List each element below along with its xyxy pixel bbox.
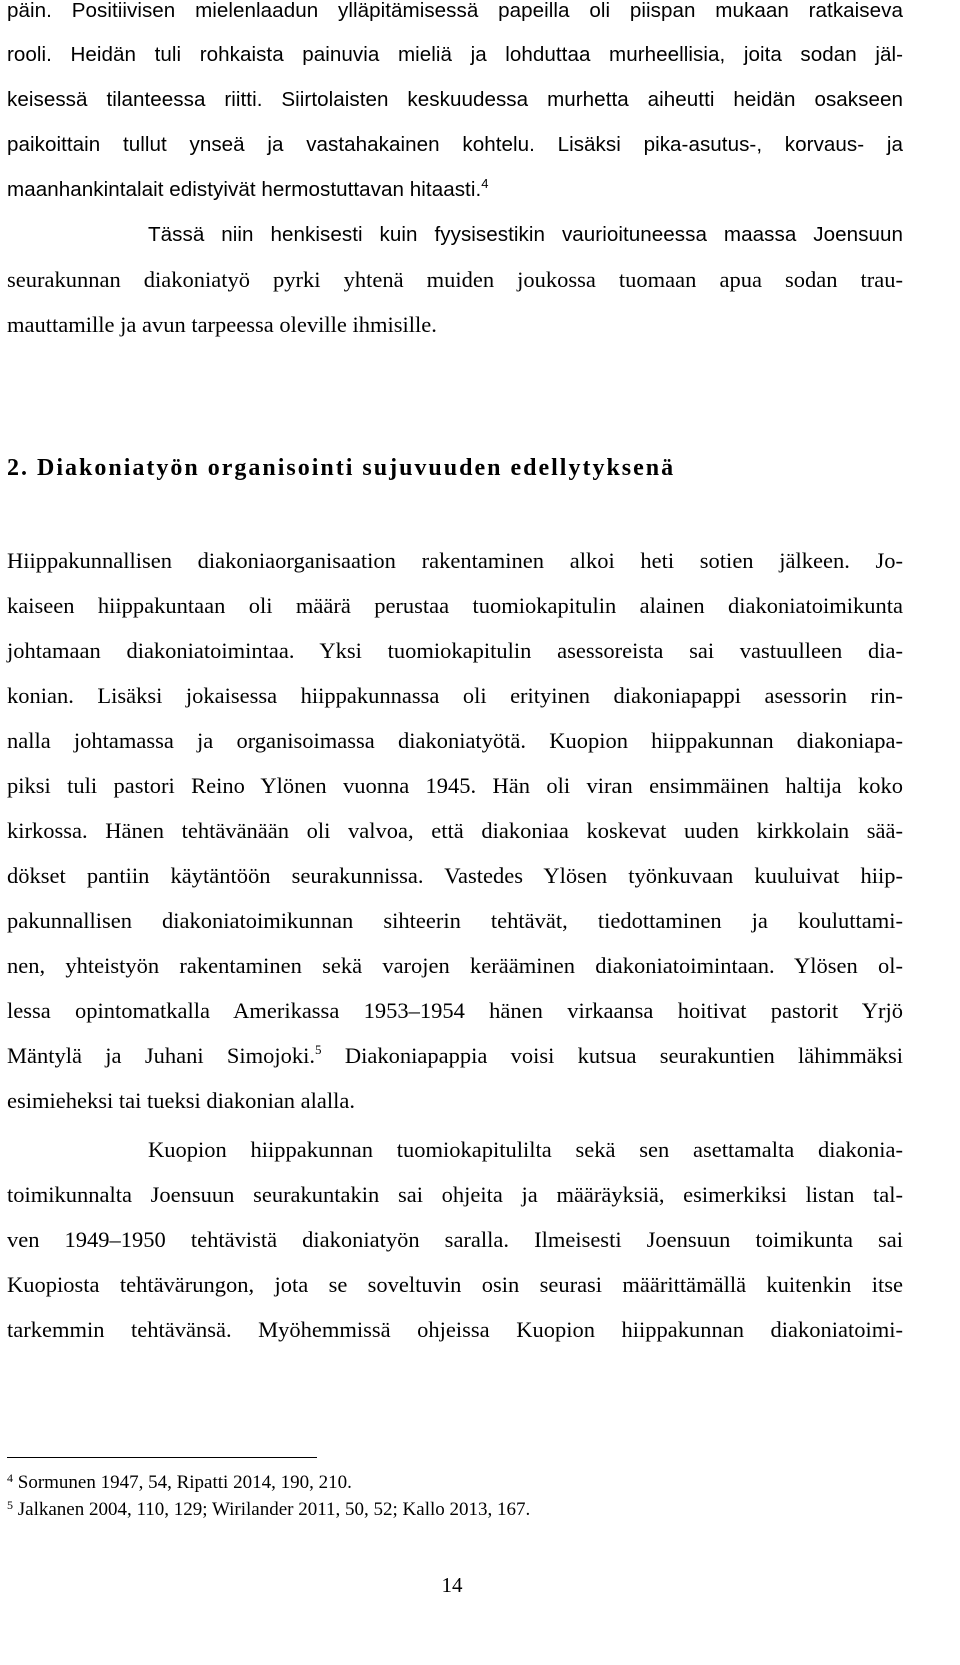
footnote (7, 1470, 352, 1496)
text-span: Mäntylä ja Juhani Simojoki. (7, 1043, 316, 1068)
text-line: tarkemmin tehtävänsä. Myöhemmissä ohjeissa Kuopion hiippakunnan diakoniatoimi- (7, 1317, 903, 1342)
text-span: maanhankintalait edistyivät hermostuttavan hitaasti. (7, 178, 482, 201)
footnote-text: Sormunen 1947, 54, Ripatti 2014, 190, 210. (17, 1472, 352, 1493)
text-line: seurakunnan diakoniatyö pyrki yhtenä muiden joukossa tuomaan apua sodan trau- (7, 267, 903, 292)
text-line: Tässä niin henkisesti kuin fyysisestikin vaurioituneessa maassa Joensuun (148, 223, 903, 246)
text-line: keisessä tilanteessa riitti. Siirtolaisten keskuudessa murhetta aiheutti heidän osakseen (7, 88, 903, 111)
text-line: Kuopion hiippakunnan tuomiokapitulilta sekä sen asettamalta diakonia- (148, 1137, 903, 1162)
text-line (7, 175, 903, 205)
text-line: kirkossa. Hänen tehtävänään oli valvoa, että diakoniaa koskevat uuden kirkkolain sää- (7, 818, 903, 843)
section-heading: 2. Diakoniatyön organisointi sujuvuuden edellytyksenä (7, 455, 676, 481)
text-line: toimikunnalta Joensuun seurakuntakin sai ohjeita ja määräyksiä, esimerkiksi listan tal- (7, 1182, 903, 1207)
text-line: Hiippakunnallisen diakoniaorganisaation rakentaminen alkoi heti sotien jälkeen. Jo- (7, 548, 903, 573)
text-line: päin. Positiivisen mielenlaadun ylläpitämisessä papeilla oli piispan mukaan ratkaiseva (7, 0, 903, 22)
text-span: Diakoniapappia voisi kutsua seurakuntien lähimmäksi (321, 1043, 903, 1068)
text-line: mauttamille ja avun tarpeessa oleville ihmisille. (7, 312, 437, 337)
text-line: nen, yhteistyön rakentaminen sekä varojen kerääminen diakoniatoimintaan. Ylösen ol- (7, 953, 903, 978)
text-line: rooli. Heidän tuli rohkaista painuvia mieliä ja lohduttaa murheellisia, joita sodan jäl- (7, 43, 903, 66)
footnote-divider (7, 1457, 317, 1458)
text-line: nalla johtamassa ja organisoimassa diakoniatyötä. Kuopion hiippakunnan diakoniapa- (7, 728, 903, 753)
page-number: 14 (441, 1573, 463, 1597)
footnote-ref[interactable]: 5 (315, 1042, 322, 1057)
text-line (7, 1041, 903, 1071)
footnote-text: Jalkanen 2004, 110, 129; Wirilander 2011, 50, 52; Kallo 2013, 167. (17, 1499, 531, 1520)
text-line: pakunnallisen diakoniatoimikunnan sihteerin tehtävät, tiedottaminen ja kouluttami- (7, 908, 903, 933)
footnote-number: 4 (7, 1471, 13, 1485)
text-line: konian. Lisäksi jokaisessa hiippakunnassa oli erityinen diakoniapappi asessorin rin- (7, 683, 903, 708)
text-line: ven 1949–1950 tehtävistä diakoniatyön saralla. Ilmeisesti Joensuun toimikunta sai (7, 1227, 903, 1252)
footnote-ref[interactable]: 4 (481, 176, 489, 191)
text-line: paikoittain tullut ynseä ja vastahakainen kohtelu. Lisäksi pika-asutus-, korvaus- ja (7, 133, 903, 156)
text-line: piksi tuli pastori Reino Ylönen vuonna 1945. Hän oli viran ensimmäinen haltija koko (7, 773, 903, 798)
text-line: esimieheksi tai tueksi diakonian alalla. (7, 1088, 356, 1113)
text-line: lessa opintomatkalla Amerikassa 1953–1954 hänen virkaansa hoitivat pastorit Yrjö (7, 998, 903, 1023)
footnote (7, 1497, 530, 1523)
text-line: dökset pantiin käytäntöön seurakunnissa. Vastedes Ylösen työnkuvaan kuuluivat hiip- (7, 863, 903, 888)
text-line: johtamaan diakoniatoimintaa. Yksi tuomiokapitulin asessoreista sai vastuulleen dia- (7, 638, 903, 663)
text-line: kaiseen hiippakuntaan oli määrä perustaa tuomiokapitulin alainen diakoniatoimikunta (7, 593, 903, 618)
footnote-number: 5 (7, 1498, 13, 1512)
text-line: Kuopiosta tehtävärungon, jota se soveltuvin osin seurasi määrittämällä kuitenkin itse (7, 1272, 903, 1297)
